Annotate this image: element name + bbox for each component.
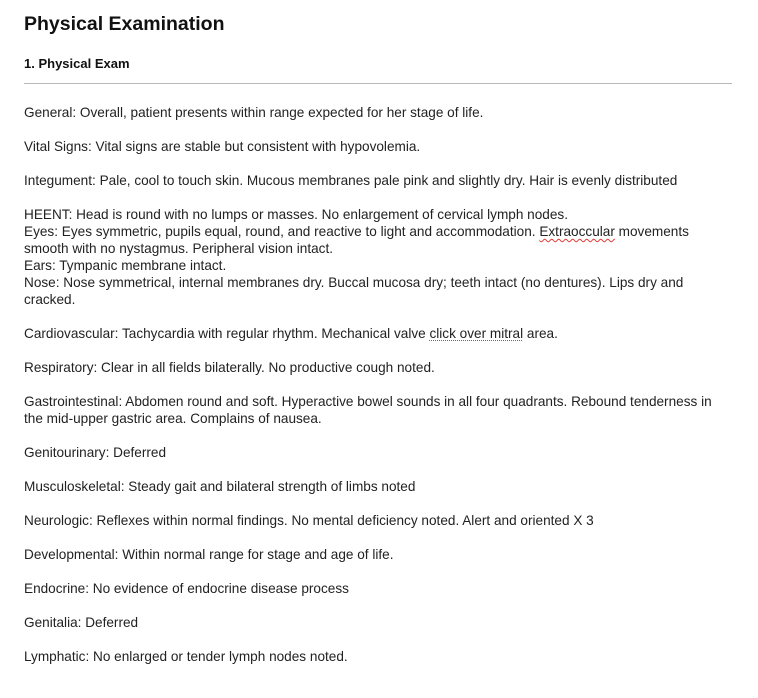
document-page: [24, 10, 734, 682]
page-title: Physical Examination: [24, 13, 225, 35]
neurologic-finding: Neurologic: Reflexes within normal findings. No mental deficiency noted. Alert and oriented X 3: [24, 513, 594, 528]
general-finding: General: Overall, patient presents within range expected for her stage of life.: [24, 105, 484, 120]
cardiovascular-finding: [24, 325, 734, 342]
section-title: 1. Physical Exam: [24, 56, 130, 71]
exam-content[interactable]: [24, 104, 734, 665]
vital-signs-finding: Vital Signs: Vital signs are stable but consistent with hypovolemia.: [24, 139, 421, 154]
cardio-text-start: Cardiovascular: Tachycardia with regular rhythm. Mechanical valve: [24, 326, 430, 341]
gastrointestinal-finding: Gastrointestinal: Abdomen round and soft. Hyperactive bowel sounds in all four quadrants. Rebound tenderness in the mid-upper gastric area. Complains of nausea.: [24, 394, 712, 426]
endocrine-finding: Endocrine: No evidence of endocrine disease process: [24, 581, 349, 596]
musculoskeletal-finding: Musculoskeletal: Steady gait and bilateral strength of limbs noted: [24, 479, 416, 494]
genitalia-finding: Genitalia: Deferred: [24, 615, 139, 630]
integument-finding: Integument: Pale, cool to touch skin. Mucous membranes pale pink and slightly dry. Hair is evenly distributed: [24, 173, 678, 188]
lymphatic-finding: Lymphatic: No enlarged or tender lymph nodes noted.: [24, 649, 348, 664]
heent-block: [24, 206, 734, 308]
developmental-finding: Developmental: Within normal range for stage and age of life.: [24, 547, 394, 562]
misspelled-word[interactable]: Extraoccular: [539, 224, 615, 239]
heent-finding: HEENT: Head is round with no lumps or masses. No enlargement of cervical lymph nodes.: [24, 207, 568, 222]
nose-finding: Nose: Nose symmetrical, internal membranes dry. Buccal mucosa dry; teeth intact (no dentures). Lips dry and cracked.: [24, 275, 684, 307]
eyes-finding: [24, 223, 734, 257]
section-divider: [24, 83, 732, 84]
eyes-text-start: Eyes: Eyes symmetric, pupils equal, round, and reactive to light and accommodation.: [24, 224, 540, 239]
grammar-flagged-phrase[interactable]: click over mitral: [429, 326, 524, 341]
ears-finding: Ears: Tympanic membrane intact.: [24, 258, 227, 273]
respiratory-finding: Respiratory: Clear in all fields bilaterally. No productive cough noted.: [24, 360, 435, 375]
cardio-text-end: area.: [523, 326, 558, 341]
eyes-text-end: movements smooth with no nystagmus. Peripheral vision intact.: [24, 224, 689, 256]
genitourinary-finding: Genitourinary: Deferred: [24, 445, 167, 460]
